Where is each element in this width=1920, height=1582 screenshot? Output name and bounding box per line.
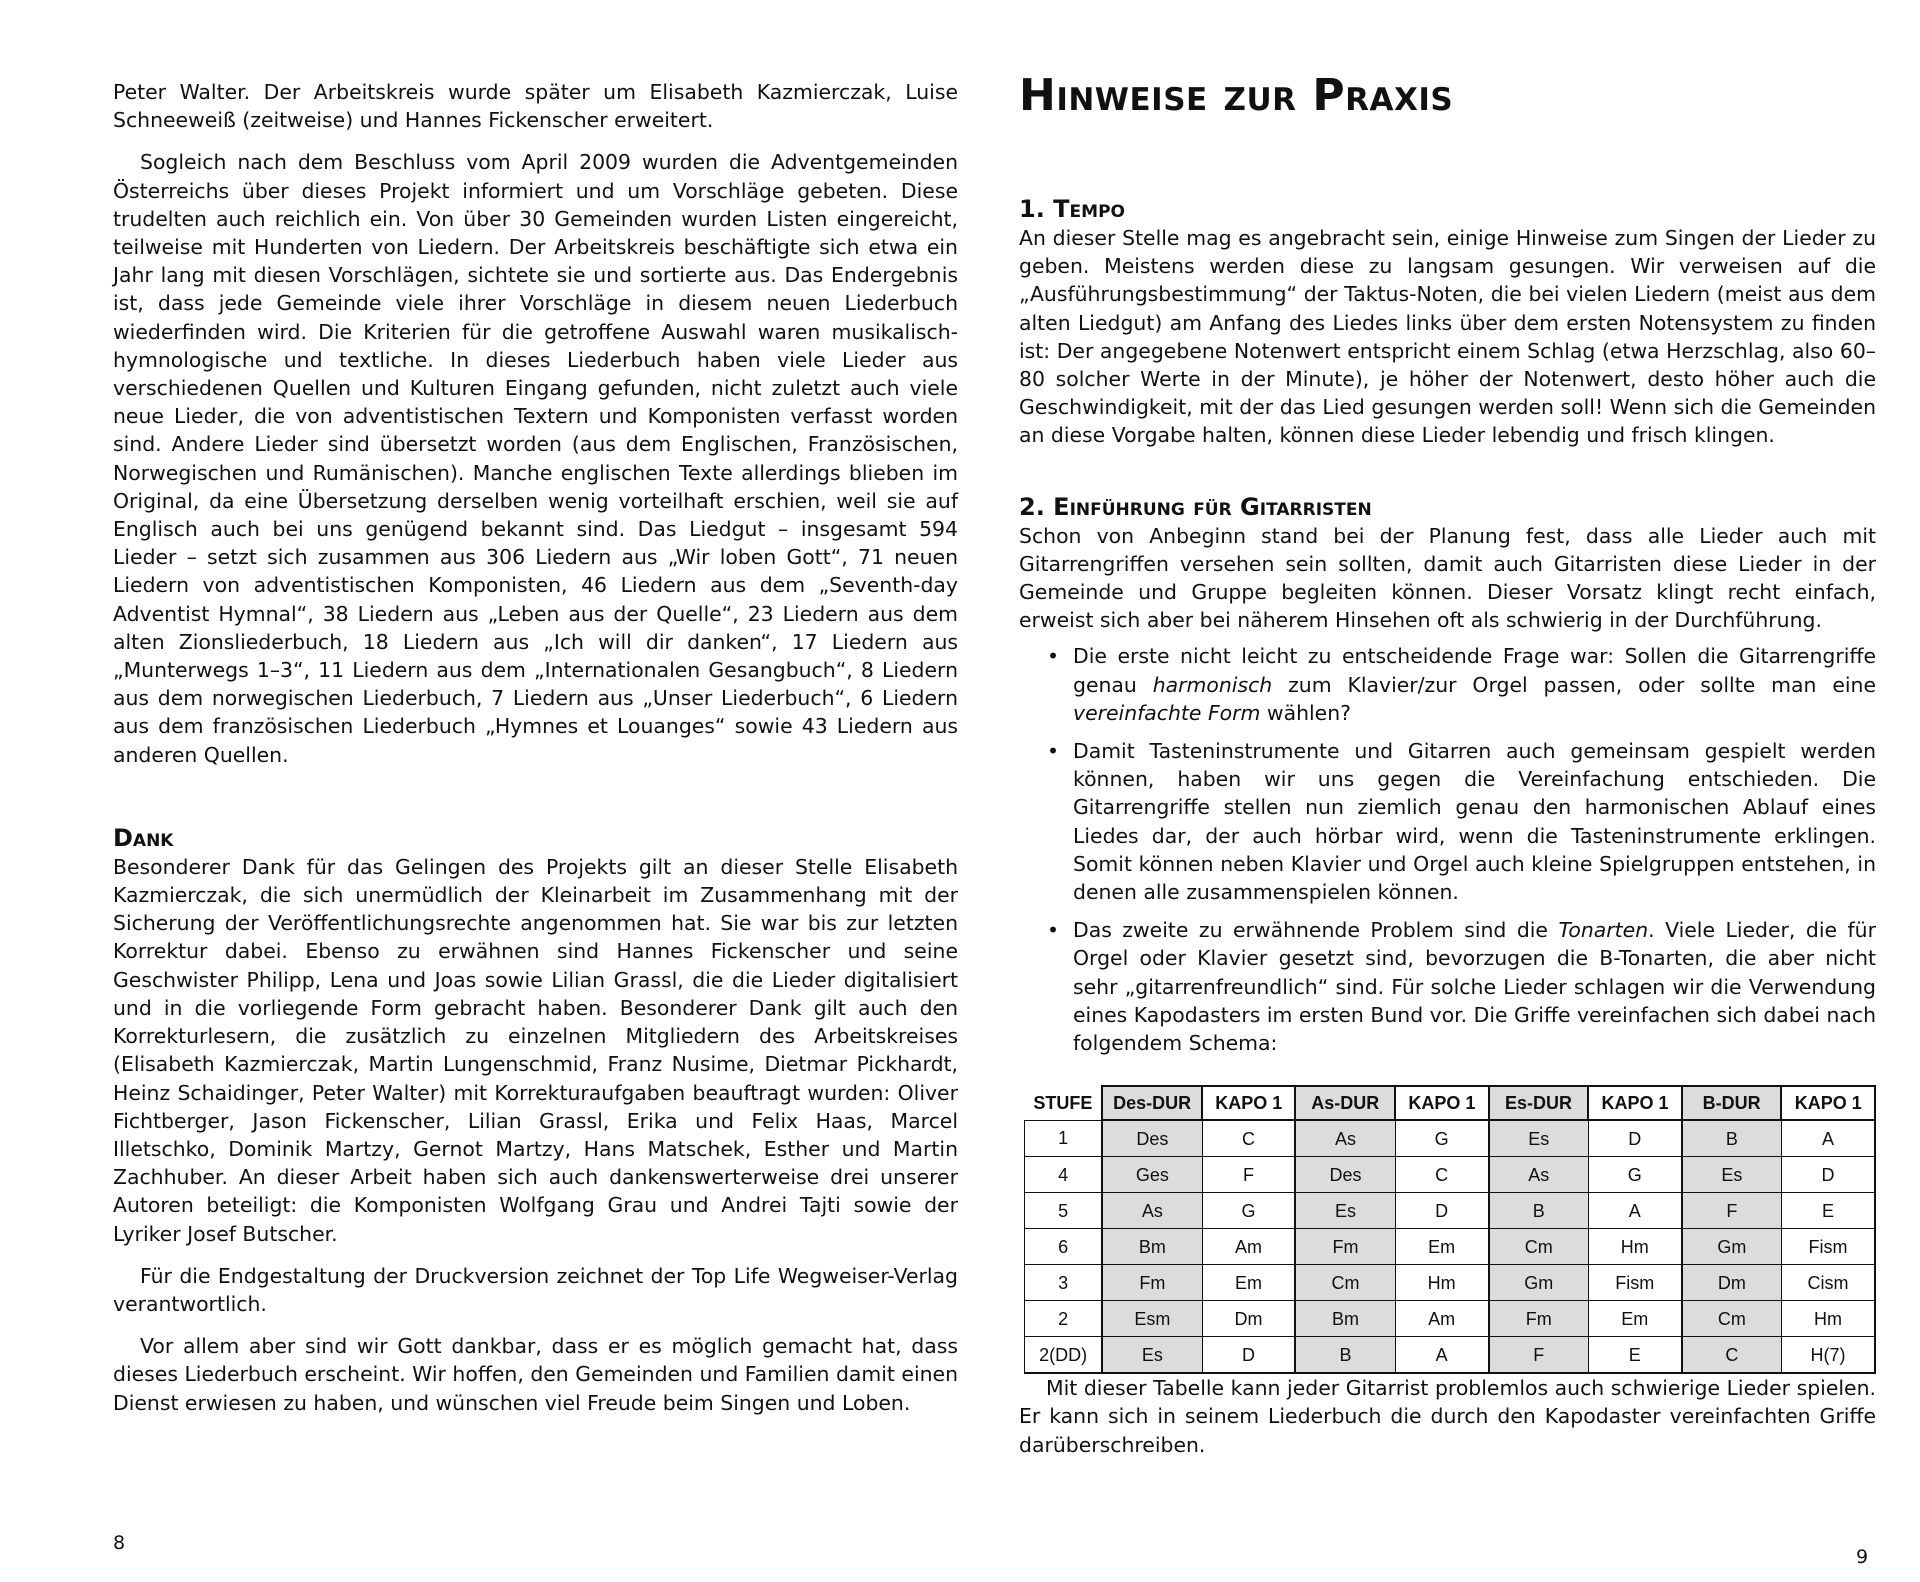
bullet-icon: •	[1047, 918, 1060, 943]
table-row	[1025, 1120, 1876, 1157]
chord-cell: Fm	[1489, 1301, 1589, 1337]
column-header: B-DUR	[1682, 1086, 1782, 1120]
stufe-cell: 3	[1025, 1265, 1103, 1301]
chord-cell: Fm	[1295, 1229, 1395, 1265]
table-header-row	[1025, 1086, 1876, 1120]
table-row	[1025, 1301, 1876, 1337]
column-header: KAPO 1	[1395, 1086, 1488, 1120]
list-item	[1019, 642, 1876, 727]
chord-cell: Em	[1395, 1229, 1488, 1265]
text: zum Klavier/zur Orgel passen, oder sollte man eine	[1272, 672, 1876, 697]
stufe-cell: 6	[1025, 1229, 1103, 1265]
chord-cell: D	[1395, 1193, 1488, 1229]
column-header: KAPO 1	[1202, 1086, 1295, 1120]
chord-cell: A	[1781, 1120, 1875, 1157]
text: wählen?	[1260, 700, 1351, 725]
chord-cell: Esm	[1102, 1301, 1202, 1337]
chord-cell: Cism	[1781, 1265, 1875, 1301]
chord-cell: D	[1781, 1157, 1875, 1193]
stufe-cell: 4	[1025, 1157, 1103, 1193]
chord-cell: H(7)	[1781, 1337, 1875, 1374]
chord-cell: D	[1202, 1337, 1295, 1374]
chord-cell: C	[1395, 1157, 1488, 1193]
chord-cell: Gm	[1489, 1265, 1589, 1301]
stufe-cell: 2(DD)	[1025, 1337, 1103, 1374]
column-header: KAPO 1	[1588, 1086, 1681, 1120]
chord-cell: G	[1588, 1157, 1681, 1193]
chord-cell: A	[1395, 1337, 1488, 1374]
chord-cell: C	[1202, 1120, 1295, 1157]
table-row	[1025, 1229, 1876, 1265]
text: Das zweite zu erwähnende Problem sind die	[1073, 918, 1559, 943]
chord-cell: G	[1202, 1193, 1295, 1229]
page-title: Hinweise zur Praxis	[1019, 70, 1454, 121]
bullet-icon: •	[1047, 644, 1060, 669]
text: . Viele Lieder, die für Orgel oder Klavier gesetzt sind, bevorzugen die B-Tonarten, die aber nicht sehr „gitarrenfreundlich“ sind. Für solche Lieder schlagen wir die Verwendung eines Kapodasters im ersten Bund vor. Die Griffe vereinfachen sich dabei nach folgendem Schema:	[1073, 918, 1876, 1056]
text: Damit Tasteninstrumente und Gitarren auch gemeinsam gespielt werden können, haben wir uns gegen die Vereinfachung entschieden. Die Gitarrengriffe stellen nun ziemlich genau den harmonischen Ablauf eines Liedes dar, der auch hörbar wird, wenn die Tasteninstrumente erklingen. Somit können neben Klavier und Orgel auch kleine Spielgruppen entstehen, in denen alle zusammenspielen können.	[1073, 739, 1876, 905]
left-text-column	[113, 78, 958, 1431]
column-header: STUFE	[1033, 1092, 1093, 1113]
paragraph: Peter Walter. Der Arbeitskreis wurde später um Elisabeth Kazmierczak, Luise Schneeweiß (zeitweise) und Hannes Fickenscher erweitert.	[113, 80, 958, 133]
chord-cell: E	[1781, 1193, 1875, 1229]
column-header: KAPO 1	[1781, 1086, 1875, 1120]
table-row	[1025, 1193, 1876, 1229]
chord-cell: B	[1682, 1120, 1782, 1157]
chord-cell: Ges	[1102, 1157, 1202, 1193]
bullet-list	[1019, 642, 1876, 1057]
page-number: 9	[1856, 1546, 1869, 1568]
paragraph: Besonderer Dank für das Gelingen des Projekts gilt an dieser Stelle Elisabeth Kazmierczak, die sich unermüdlich der Kleinarbeit im Zusammenhang mit der Sicherung der Veröffentlichungsrechte angenommen hat. Sie war bis zur letzten Korrektur dabei. Ebenso zu erwähnen sind Hannes Fickenscher und seine Geschwister Philipp, Lena und Joas sowie Lilian Grassl, die die Lieder digitalisiert und in die vorliegende Form gebracht haben. Besonderer Dank gilt auch den Korrekturlesern, die zusätzlich zu einzelnen Mitgliedern des Arbeitskreises (Elisabeth Kazmierczak, Martin Lungenschmid, Franz Nusime, Dietmar Pickhardt, Heinz Schaidinger, Peter Walter) mit Korrekturaufgaben beauftragt wurden: Oliver Fichtberger, Jason Fickenscher, Lilian Grassl, Erika und Felix Haas, Marcel Illetschko, Dominik Martzy, Gernot Martzy, Hans Matschek, Esther und Martin Zachhuber. An dieser Arbeit haben sich auch dankenswerterweise drei unserer Autoren beteiligt: die Komponisten Wolfgang Grau und Andrei Tajti sowie der Lyriker Josef Butscher.	[113, 854, 958, 1246]
chord-cell: C	[1682, 1337, 1782, 1374]
stufe-cell: 1	[1025, 1120, 1103, 1157]
bullet-icon: •	[1047, 739, 1060, 764]
emphasis: harmonisch	[1152, 672, 1273, 697]
chord-cell: Dm	[1682, 1265, 1782, 1301]
chord-cell: Am	[1202, 1229, 1295, 1265]
chord-cell: F	[1682, 1193, 1782, 1229]
chord-cell: F	[1489, 1337, 1589, 1374]
chord-cell: As	[1295, 1120, 1395, 1157]
chord-cell: Dm	[1202, 1301, 1295, 1337]
spacer	[1019, 166, 1876, 194]
dank-heading: Dank	[113, 823, 174, 852]
text: Die erste nicht leicht zu entscheidende Frage war: Sollen die Gitarrengriffe genau	[1073, 644, 1876, 697]
chord-cell: Bm	[1102, 1229, 1202, 1265]
spacer	[113, 783, 958, 823]
chord-cell: D	[1588, 1120, 1681, 1157]
chord-cell: Bm	[1295, 1301, 1395, 1337]
paragraph: Für die Endgestaltung der Druckversion zeichnet der Top Life Wegweiser-Verlag verantwortlich.	[113, 1263, 958, 1316]
paragraph: Mit dieser Tabelle kann jeder Gitarrist problemlos auch schwierige Lieder spielen. Er kann sich in seinem Liederbuch die durch den Kapodaster vereinfachten Griffe darüberschreiben.	[1019, 1376, 1876, 1457]
list-item	[1019, 737, 1876, 906]
page-number: 8	[113, 1532, 126, 1554]
paragraph: Schon von Anbeginn stand bei der Planung fest, dass alle Lieder auch mit Gitarrengriffen versehen sein sollten, damit auch Gitarristen diese Lieder in der Gemeinde und Gruppe begleiten können. Dieser Vorsatz klingt recht einfach, erweist sich aber bei näherem Hinsehen oft als schwierig in der Durchführung.	[1019, 523, 1876, 633]
paragraph: Vor allem aber sind wir Gott dankbar, dass er es möglich gemacht hat, dass dieses Liederbuch erscheint. Wir hoffen, den Gemeinden und Familien damit einen Dienst erwiesen zu haben, und wünschen viel Freude beim Singen und Loben.	[113, 1334, 958, 1415]
column-header: As-DUR	[1295, 1086, 1395, 1120]
chord-cell: Em	[1202, 1265, 1295, 1301]
chord-table	[1024, 1085, 1876, 1374]
chord-cell: Des	[1102, 1120, 1202, 1157]
chord-cell: Fism	[1781, 1229, 1875, 1265]
chord-cell: Cm	[1295, 1265, 1395, 1301]
chord-cell: Hm	[1781, 1301, 1875, 1337]
chord-cell: Es	[1682, 1157, 1782, 1193]
emphasis: vereinfachte Form	[1073, 700, 1261, 725]
chord-cell: E	[1588, 1337, 1681, 1374]
column-header: Es-DUR	[1489, 1086, 1589, 1120]
chord-cell: A	[1588, 1193, 1681, 1229]
paragraph: Sogleich nach dem Beschluss vom April 2009 wurden die Adventgemeinden Österreichs über dieses Projekt informiert und um Vorschläge gebeten. Diese trudelten auch reichlich ein. Von über 30 Gemeinden wurden Listen eingereicht, teilweise mit Hunderten von Liedern. Der Arbeitskreis beschäftigte sich etwa ein Jahr lang mit diesen Vorschlägen, sichtete sie und sortierte aus. Das Endergebnis ist, dass jede Gemeinde viele ihrer Vorschläge in diesem neuen Liederbuch wiederfinden wird. Die Kriterien für die getroffene Auswahl waren musikalisch-hymnologische und textliche. In dieses Liederbuch haben viele Lieder aus verschiedenen Quellen und Kulturen Eingang gefunden, nicht zuletzt auch viele neue Lieder, die von adventistischen Textern und Komponisten verfasst worden sind. Andere Lieder sind übersetzt worden (aus dem Englischen, Französischen, Norwegischen und Rumänischen). Manche englischen Texte allerdings blieben im Original, da eine Übersetzung derselben wenig vorteilhaft erschien, weil sie auf Englisch auch bei uns genügend bekannt sind. Das Liedgut – insgesamt 594 Lieder – setzt sich zusammen aus 306 Liedern aus „Wir loben Gott“, 71 neuen Liedern von adventistischen Komponisten, 46 Liedern aus dem „Seventh-day Adventist Hymnal“, 38 Liedern aus „Leben aus der Quelle“, 23 Liedern aus dem alten Zionsliederbuch, 18 Liedern aus „Ich will dir danken“, 17 Liedern aus „Munterwegs 1–3“, 11 Liedern aus dem „Internationalen Gesangbuch“, 8 Liedern aus dem norwegischen Liederbuch, 7 Liedern aus „Unser Liederbuch“, 6 Liedern aus dem französischen Liederbuch „Hymnes et Louanges“ sowie 43 Liedern aus anderen Quellen.	[113, 150, 958, 767]
chord-cell: Em	[1588, 1301, 1681, 1337]
chord-cell: B	[1295, 1337, 1395, 1374]
tempo-heading: 1. Tempo	[1019, 195, 1125, 223]
chord-cell: As	[1489, 1157, 1589, 1193]
chord-cell: Des	[1295, 1157, 1395, 1193]
chord-cell: Gm	[1682, 1229, 1782, 1265]
chord-cell: Es	[1489, 1120, 1589, 1157]
right-page	[960, 0, 1920, 1582]
chord-cell: Cm	[1489, 1229, 1589, 1265]
stufe-cell: 5	[1025, 1193, 1103, 1229]
table-row	[1025, 1157, 1876, 1193]
chord-cell: Hm	[1395, 1265, 1488, 1301]
chord-cell: Es	[1295, 1193, 1395, 1229]
table-row	[1025, 1265, 1876, 1301]
chord-cell: As	[1102, 1193, 1202, 1229]
chord-cell: Hm	[1588, 1229, 1681, 1265]
table-row	[1025, 1337, 1876, 1374]
paragraph: An dieser Stelle mag es angebracht sein, einige Hinweise zum Singen der Lieder zu geben. Meistens werden diese zu langsam gesungen. Wir verweisen auf die „Ausführungsbestimmung“ der Taktus-Noten, die bei vielen Liedern (meist aus dem alten Liedgut) am Anfang des Liedes links über dem ersten Notensystem zu finden ist: Der angegebene Notenwert entspricht einem Schlag (etwa Herzschlag, also 60–80 solcher Werte in der Minute), je höher der Notenwert, desto höher auch die Geschwindigkeit, mit der das Lied gesungen werden soll! Wenn sich die Gemeinden an diese Vorgabe halten, können diese Lieder lebendig und frisch klingen.	[1019, 226, 1876, 448]
chord-cell: B	[1489, 1193, 1589, 1229]
chord-cell: Fm	[1102, 1265, 1202, 1301]
chord-cell: Cm	[1682, 1301, 1782, 1337]
guitar-heading: 2. Einführung für Gitarristen	[1019, 492, 1372, 521]
right-text-column	[1019, 70, 1876, 1473]
column-header: Des-DUR	[1102, 1086, 1202, 1120]
spacer	[1019, 464, 1876, 492]
emphasis: Tonarten	[1558, 918, 1649, 943]
chord-cell: Am	[1395, 1301, 1488, 1337]
chord-cell: F	[1202, 1157, 1295, 1193]
chord-cell: Es	[1102, 1337, 1202, 1374]
chord-cell: G	[1395, 1120, 1488, 1157]
list-item	[1019, 916, 1876, 1057]
chord-cell: Fism	[1588, 1265, 1681, 1301]
stufe-cell: 2	[1025, 1301, 1103, 1337]
